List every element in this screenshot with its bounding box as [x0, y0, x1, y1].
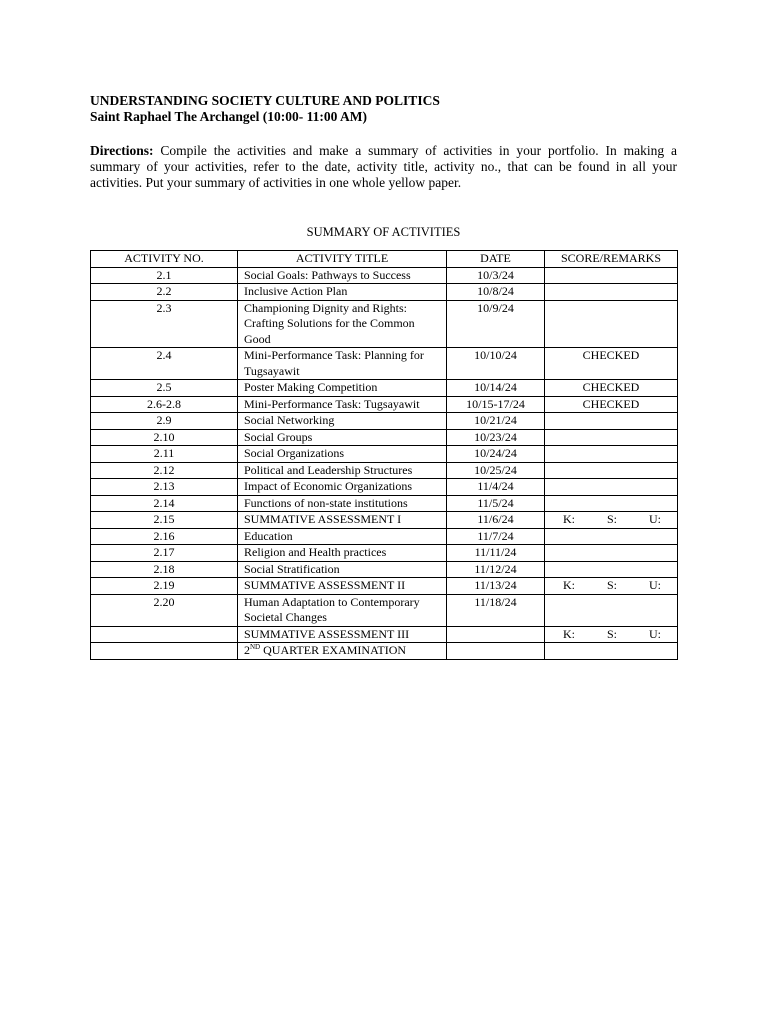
date-cell: 10/10/24	[447, 348, 545, 380]
course-title: UNDERSTANDING SOCIETY CULTURE AND POLITICS	[90, 93, 440, 108]
activity-title-cell: Social Goals: Pathways to Success	[238, 267, 447, 284]
activity-no-cell: 2.16	[91, 528, 238, 545]
activity-no-cell: 2.3	[91, 300, 238, 348]
activity-title-cell: Social Stratification	[238, 561, 447, 578]
activity-title-cell: Education	[238, 528, 447, 545]
activity-no-cell: 2.15	[91, 512, 238, 529]
score-remarks-cell	[545, 643, 678, 660]
activity-no-cell: 2.2	[91, 284, 238, 301]
document-page	[90, 93, 677, 660]
score-remarks-cell: CHECKED	[545, 380, 678, 397]
table-row	[91, 578, 678, 595]
col-header-activity-title: ACTIVITY TITLE	[238, 251, 447, 268]
activity-no-cell: 2.5	[91, 380, 238, 397]
table-row	[91, 545, 678, 562]
activity-no-cell	[91, 626, 238, 643]
activity-no-cell	[91, 643, 238, 660]
score-remarks-cell	[545, 578, 678, 595]
table-row	[91, 528, 678, 545]
ksu-score-fields	[551, 627, 671, 643]
date-cell: 11/7/24	[447, 528, 545, 545]
activity-no-cell: 2.13	[91, 479, 238, 496]
activity-no-cell: 2.18	[91, 561, 238, 578]
summary-heading: SUMMARY OF ACTIVITIES	[306, 225, 461, 239]
activity-no-cell: 2.19	[91, 578, 238, 595]
score-remarks-cell	[545, 561, 678, 578]
activity-no-cell: 2.12	[91, 462, 238, 479]
activity-no-cell: 2.10	[91, 429, 238, 446]
date-cell	[447, 626, 545, 643]
activity-title-cell: SUMMATIVE ASSESSMENT III	[238, 626, 447, 643]
date-cell: 10/25/24	[447, 462, 545, 479]
activity-title-cell: Mini-Performance Task: Planning for Tugsayawit	[238, 348, 447, 380]
activity-title-cell: SUMMATIVE ASSESSMENT I	[238, 512, 447, 529]
knowledge-score-label: K:	[563, 626, 575, 641]
date-cell: 10/3/24	[447, 267, 545, 284]
understanding-score-label: U:	[648, 578, 661, 592]
score-remarks-cell	[545, 429, 678, 446]
date-cell: 11/6/24	[447, 512, 545, 529]
score-remarks-cell	[545, 545, 678, 562]
exam-title-rest: QUARTER EXAMINATION	[260, 643, 407, 657]
activity-title-cell: SUMMATIVE ASSESSMENT II	[238, 578, 447, 595]
date-cell: 11/13/24	[447, 578, 545, 595]
activity-title-cell: Social Organizations	[238, 446, 447, 463]
activity-title-cell: Social Groups	[238, 429, 447, 446]
score-remarks-cell	[545, 528, 678, 545]
table-row	[91, 413, 678, 430]
date-cell: 10/9/24	[447, 300, 545, 348]
table-row	[91, 495, 678, 512]
score-remarks-cell	[545, 446, 678, 463]
activity-no-cell: 2.14	[91, 495, 238, 512]
activity-title-cell: Human Adaptation to Contemporary Societal Changes	[238, 594, 447, 626]
activity-title-cell: Functions of non-state institutions	[238, 495, 447, 512]
score-remarks-cell	[545, 626, 678, 643]
score-remarks-cell	[545, 413, 678, 430]
skills-score-label: S:	[606, 626, 617, 641]
activity-title-cell: Mini-Performance Task: Tugsayawit	[238, 396, 447, 413]
date-cell: 11/4/24	[447, 479, 545, 496]
activity-title-cell: Championing Dignity and Rights: Crafting Solutions for the Common Good	[238, 300, 447, 348]
activity-no-cell: 2.6-2.8	[91, 396, 238, 413]
table-row	[91, 446, 678, 463]
date-cell: 11/5/24	[447, 495, 545, 512]
score-remarks-cell: CHECKED	[545, 348, 678, 380]
ksu-score-fields	[551, 578, 671, 594]
col-header-date: DATE	[447, 251, 545, 268]
exam-ordinal-suffix: ND	[250, 643, 261, 651]
date-cell: 10/14/24	[447, 380, 545, 397]
date-cell: 11/12/24	[447, 561, 545, 578]
table-row	[91, 396, 678, 413]
date-cell: 11/18/24	[447, 594, 545, 626]
directions-text: Compile the activities and make a summary of activities in your portfolio. In making a summary of your activities, refer to the date, activity title, activity no., that can be found in all your activities. Put your summary of activities in one whole yellow paper.	[90, 143, 677, 190]
score-remarks-cell	[545, 284, 678, 301]
table-row	[91, 561, 678, 578]
directions-label: Directions:	[90, 143, 154, 158]
score-remarks-cell	[545, 495, 678, 512]
ksu-score-fields	[551, 512, 671, 528]
activity-title-cell: Poster Making Competition	[238, 380, 447, 397]
table-row	[91, 284, 678, 301]
table-row	[91, 380, 678, 397]
activity-no-cell: 2.1	[91, 267, 238, 284]
table-header-row	[91, 251, 678, 268]
table-row	[91, 300, 678, 348]
date-cell	[447, 643, 545, 660]
knowledge-score-label: K:	[563, 578, 575, 592]
skills-score-label: S:	[606, 578, 617, 592]
knowledge-score-label: K:	[563, 512, 575, 526]
understanding-score-label: U:	[648, 512, 661, 526]
activity-no-cell: 2.17	[91, 545, 238, 562]
col-header-activity-no: ACTIVITY NO.	[91, 251, 238, 268]
table-row	[91, 626, 678, 643]
activity-title-cell: Political and Leadership Structures	[238, 462, 447, 479]
score-remarks-cell	[545, 462, 678, 479]
activity-no-cell: 2.9	[91, 413, 238, 430]
activity-no-cell: 2.20	[91, 594, 238, 626]
activity-no-cell: 2.4	[91, 348, 238, 380]
table-row	[91, 429, 678, 446]
activity-title-cell: Inclusive Action Plan	[238, 284, 447, 301]
date-cell: 10/21/24	[447, 413, 545, 430]
activities-table	[90, 250, 678, 660]
table-row	[91, 479, 678, 496]
score-remarks-cell	[545, 512, 678, 529]
table-row-exam	[91, 643, 678, 660]
table-row	[91, 462, 678, 479]
activity-no-cell: 2.11	[91, 446, 238, 463]
date-cell: 10/23/24	[447, 429, 545, 446]
activity-title-cell: Social Networking	[238, 413, 447, 430]
table-body	[91, 267, 678, 659]
table-row	[91, 512, 678, 529]
activity-title-cell: Religion and Health practices	[238, 545, 447, 562]
understanding-score-label: U:	[648, 626, 661, 641]
section-line: Saint Raphael The Archangel (10:00- 11:00 AM)	[90, 109, 368, 124]
exam-ordinal-number: 2	[244, 643, 250, 657]
date-cell: 11/11/24	[447, 545, 545, 562]
table-row	[91, 594, 678, 626]
date-cell: 10/8/24	[447, 284, 545, 301]
score-remarks-cell	[545, 594, 678, 626]
directions-paragraph	[90, 143, 677, 191]
date-cell: 10/24/24	[447, 446, 545, 463]
skills-score-label: S:	[606, 512, 617, 526]
score-remarks-cell	[545, 300, 678, 348]
score-remarks-cell	[545, 267, 678, 284]
table-row	[91, 348, 678, 380]
score-remarks-cell	[545, 479, 678, 496]
activity-title-cell	[238, 643, 447, 660]
col-header-score-remarks: SCORE/REMARKS	[545, 251, 678, 268]
activity-title-cell: Impact of Economic Organizations	[238, 479, 447, 496]
score-remarks-cell: CHECKED	[545, 396, 678, 413]
table-row	[91, 267, 678, 284]
date-cell: 10/15-17/24	[447, 396, 545, 413]
